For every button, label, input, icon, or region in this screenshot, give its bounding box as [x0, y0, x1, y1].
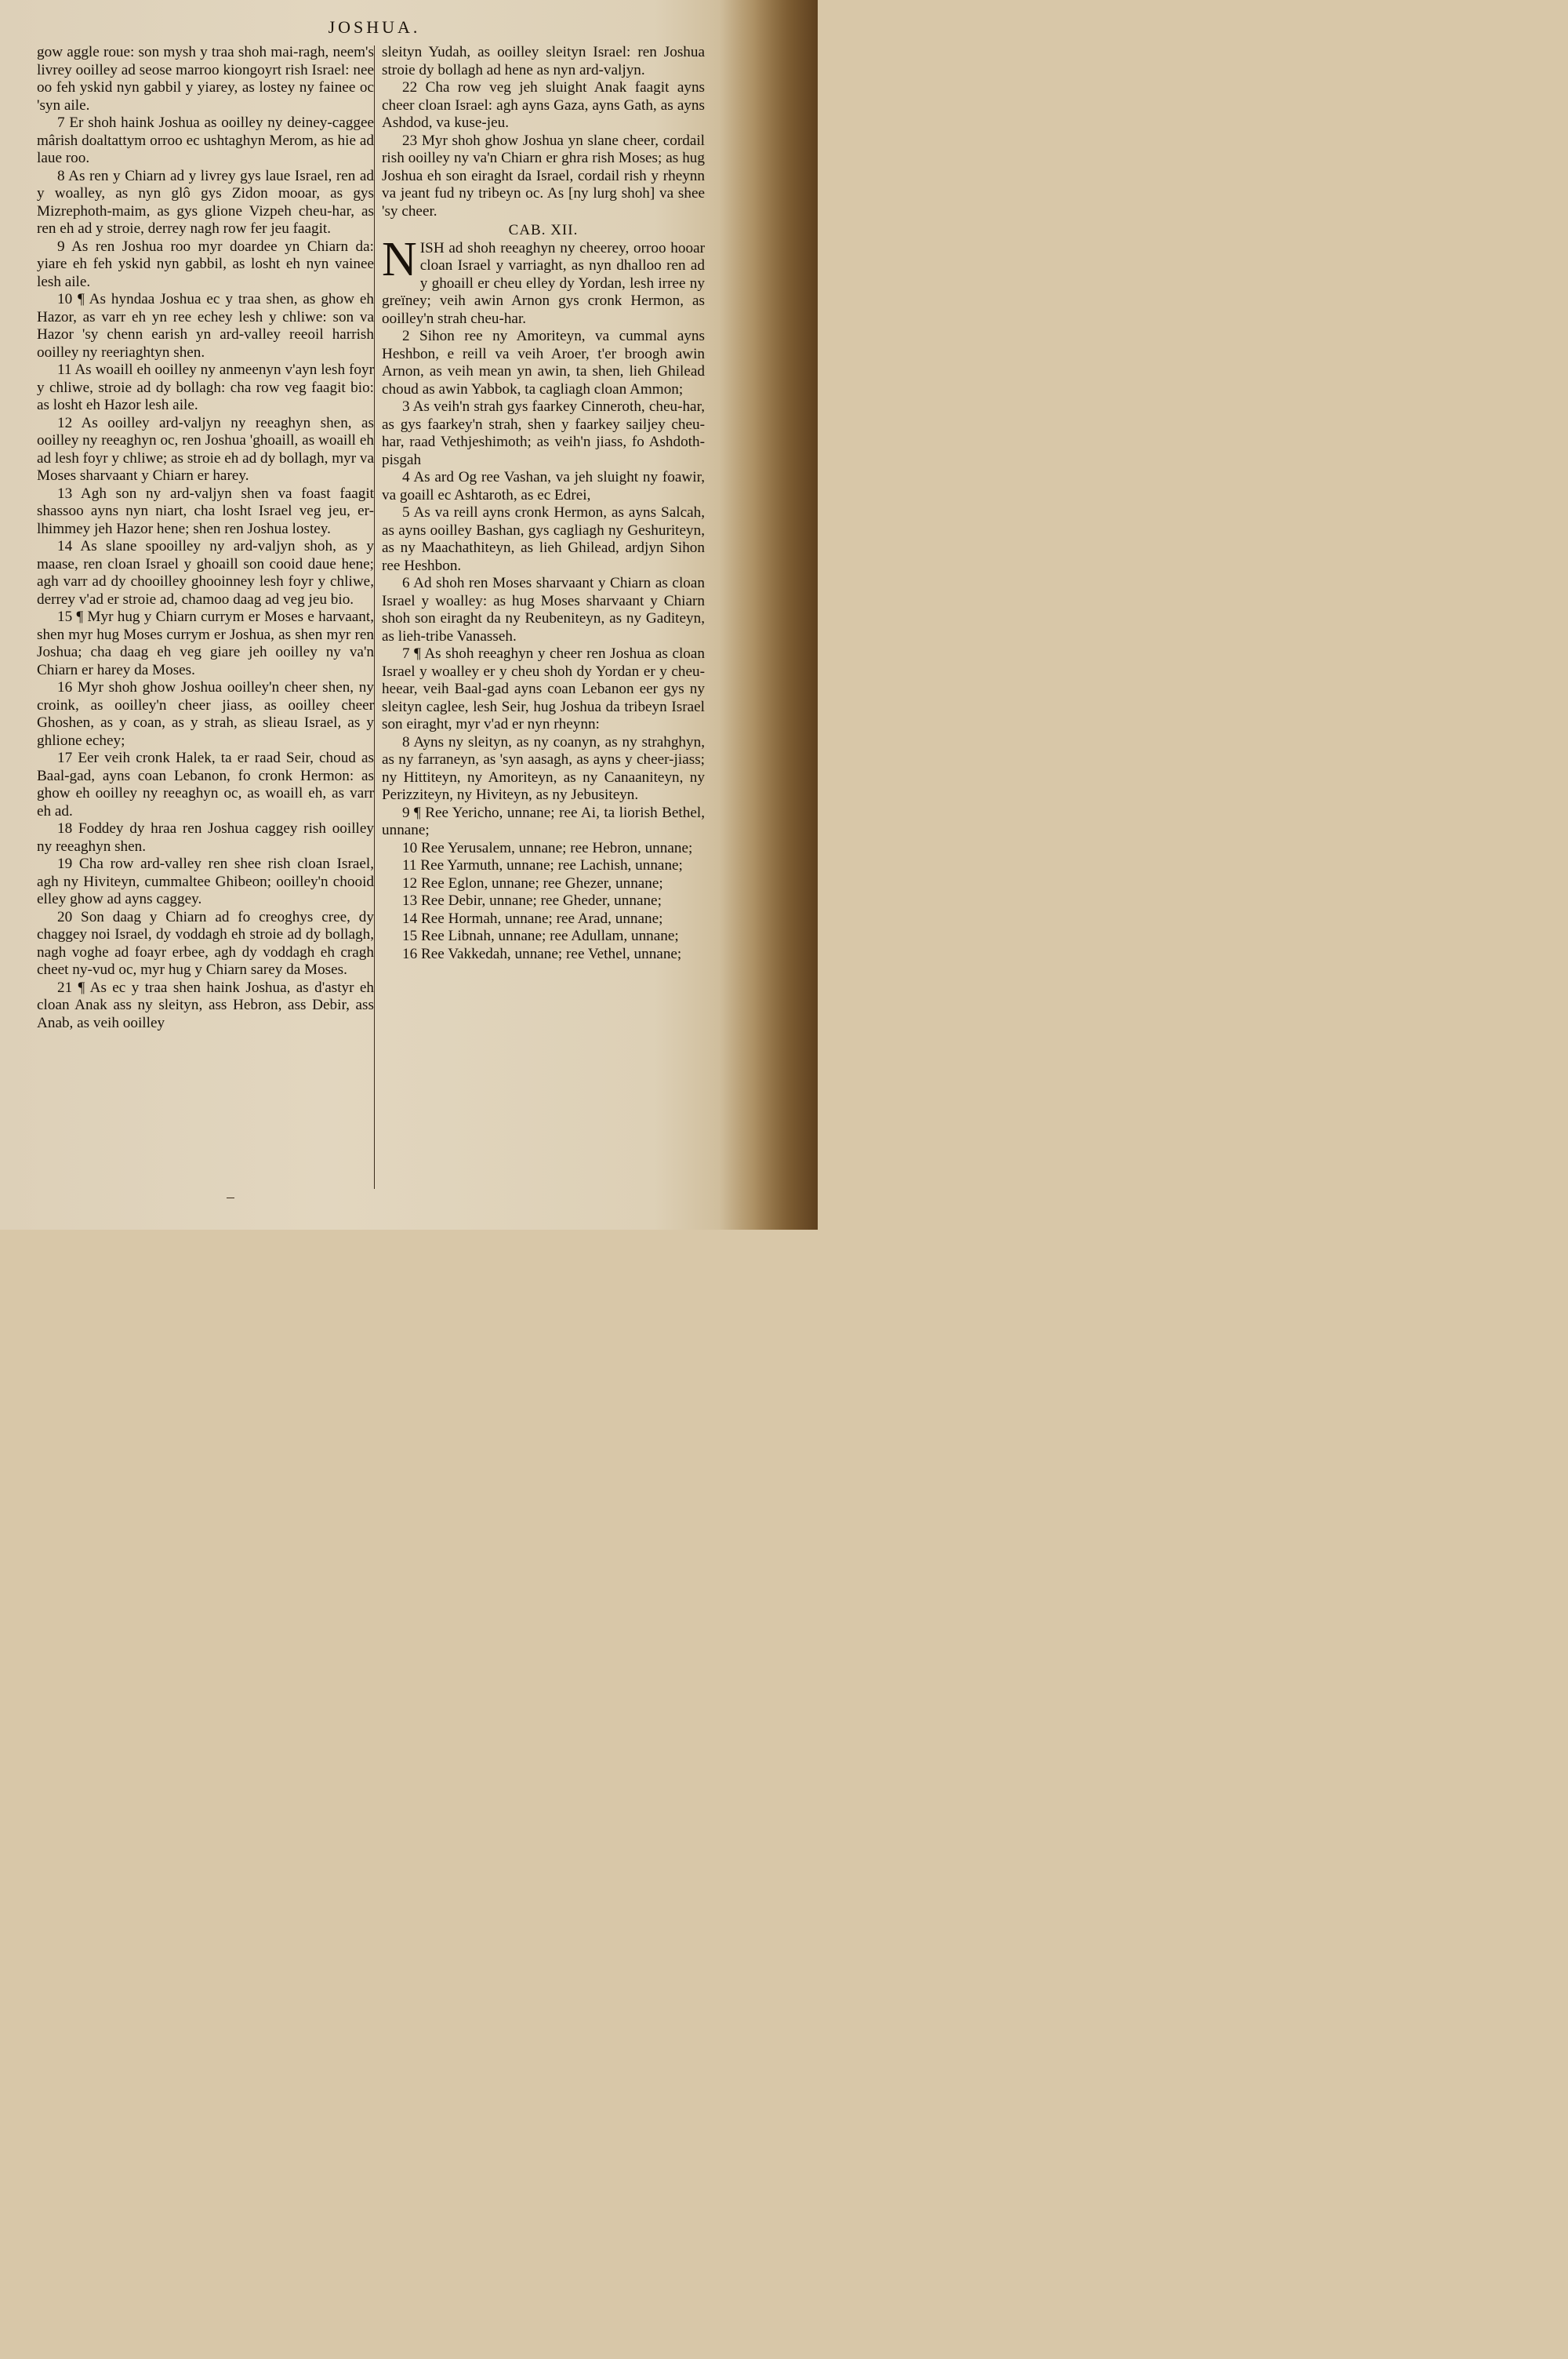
verse-paragraph: 18 Foddey dy hraa ren Joshua caggey rish ooilley ny reeaghyn shen.	[37, 820, 374, 855]
verse-paragraph: 16 Ree Vakkedah, unnane; ree Vethel, unnane;	[402, 945, 682, 962]
running-header: JOSHUA.	[328, 17, 421, 37]
verse-paragraph: 23 Myr shoh ghow Joshua yn slane cheer, cordail rish ooilley ny va'n Chiarn er ghra rish Moses; as hug Joshua eh son eiraght da Israel, cordail rish y rheynn va jeant fud ny tribeyn oc. As [ny lurg shoh] va shee 'sy cheer.	[382, 132, 705, 220]
verse-paragraph: 7 ¶ As shoh reeaghyn y cheer ren Joshua as cloan Israel y woalley er y cheu shoh dy Yordan er y cheu-heear, veih Baal-gad ayns coan Lebanon eer gys ny sleityn caglee, lesh Seir, hug Joshua da tribeyn Israel son eiraght, myr v'ad er nyn rheynn:	[382, 645, 705, 732]
verse-paragraph: 19 Cha row ard-valley ren shee rish cloan Israel, agh ny Hiviteyn, cummaltee Ghibeon; ooilley'n chooid elley ghow ad ayns caggey.	[37, 856, 374, 907]
column-divider	[374, 45, 375, 1189]
verse-paragraph: 22 Cha row veg jeh sluight Anak faagit ayns cheer cloan Israel: agh ayns Gaza, ayns Gath, as ayns Ashdod, va kuse-jeu.	[382, 79, 705, 131]
verse-paragraph: 15 Ree Libnah, unnane; ree Adullam, unnane;	[402, 928, 679, 944]
left-column	[37, 44, 374, 1032]
verse-paragraph: 12 As ooilley ard-valjyn ny reeaghyn shen, as ooilley ny reeaghyn oc, ren Joshua 'ghoaill, as woaill eh ad lesh foyr y chliwe; as stroie eh ad dy bollagh, myr va Moses sharvaant y Chiarn er harey.	[37, 414, 375, 484]
verse-paragraph: 10 ¶ As hyndaa Joshua ec y traa shen, as ghow eh Hazor, as varr eh yn ree echey lesh y chliwe: son va Hazor 'sy chenn earish yn ard-valley reeoil harrish ooilley ny reeriaghtyn shen.	[37, 291, 374, 361]
verse-paragraph: 11 Ree Yarmuth, unnane; ree Lachish, unnane;	[402, 857, 683, 874]
verse-paragraph: 20 Son daag y Chiarn ad fo creoghys cree, dy chaggey noi Israel, dy voddagh eh stroie ad dy bollagh, nagh voghe ad foayr erbee, agh dy voddagh eh cragh cheet ny-vud oc, myr hug y Chiarn sarey da Moses.	[37, 908, 374, 978]
verse-paragraph: 16 Myr shoh ghow Joshua ooilley'n cheer shen, ny croink, as ooilley'n cheer jiass, as ooilley cheer Ghoshen, as y coan, as y strah, as slieau Israel, as y ghlione echey;	[37, 679, 374, 749]
verse-paragraph: ISH ad shoh reeaghyn ny cheerey, orroo hooar cloan Israel y varriaght, as nyn dhalloo ren ad y ghoaill er cheu elley dy Yordan, lesh irree ny greïney; veih awin Arnon gys cronk Hermon, as ooilley'n strah cheu-har.	[382, 239, 705, 327]
verse-paragraph: 9 As ren Joshua roo myr doardee yn Chiarn da: yiare eh feh yskid nyn gabbil, as losht eh nyn vainee lesh aile.	[37, 238, 374, 290]
verse-paragraph: 8 Ayns ny sleityn, as ny coanyn, as ny strahghyn, as ny farraneyn, as 'syn aasagh, as ayns y cheer-jiass; ny Hittiteyn, ny Amoriteyn, as ny Canaaniteyn, ny Perizziteyn, ny Hiviteyn, as ny Jebusiteyn.	[382, 733, 705, 803]
bible-page	[0, 0, 818, 1230]
facing-page-blurred-text	[729, 0, 818, 1236]
verse-paragraph: 5 As va reill ayns cronk Hermon, as ayns Salcah, as ayns ooilley Bashan, gys cagliagh ny Geshuriteyn, as ny Maachathiteyn, as lieh Ghilead, ardjyn Sihon ree Heshbon.	[382, 504, 705, 574]
drop-cap-letter: N	[382, 232, 417, 286]
right-column	[382, 44, 705, 963]
chapter-heading: CAB. XII.	[508, 222, 579, 238]
verse-paragraph: 12 Ree Eglon, unnane; ree Ghezer, unnane;	[402, 874, 663, 892]
verse-paragraph: 14 As slane spooilley ny ard-valjyn shoh, as y maase, ren cloan Israel y ghoaill son cooid daue hene; agh varr ad dy chooilley ghooinney lesh foyr y chliwe, derrey v'ad er stroie ad, chamoo daag ad veg jeu bio.	[37, 538, 374, 608]
verse-paragraph: 13 Agh son ny ard-valjyn shen va foast faagit shassoo ayns nyn niart, cha losht Israel veg jeu, er-lhimmey jeh Hazor hene; shen ren Joshua lostey.	[37, 485, 374, 537]
verse-paragraph: 13 Ree Debir, unnane; ree Gheder, unnane;	[402, 892, 662, 909]
verse-paragraph: 10 Ree Yerusalem, unnane; ree Hebron, unnane;	[402, 839, 693, 856]
verse-paragraph: 2 Sihon ree ny Amoriteyn, va cummal ayns Heshbon, e reill va veih Aroer, t'er broogh awin Arnon, as veih mean yn awin, ta shen, lieh Ghilead choud as awin Yabbok, ta cagliagh cloan Ammon;	[382, 328, 705, 398]
verse-paragraph: 17 Eer veih cronk Halek, ta er raad Seir, choud as Baal-gad, ayns coan Lebanon, fo cronk Hermon: as ghow eh ooilley ny reeaghyn oc, as woaill eh, as varr eh ad.	[37, 750, 374, 820]
verse-paragraph: 4 As ard Og ree Vashan, va jeh sluight ny foawir, va goaill ec Ashtaroth, as ec Edrei,	[382, 469, 705, 503]
chapter-opening	[382, 232, 705, 329]
verse-paragraph: 7 Er shoh haink Joshua as ooilley ny deiney-caggee mârish doaltattym orroo ec ushtaghyn Merom, as hie ad laue roo.	[37, 114, 374, 166]
verse-paragraph: 14 Ree Hormah, unnane; ree Arad, unnane;	[402, 910, 663, 927]
verse-paragraph: 8 As ren y Chiarn ad y livrey gys laue Israel, ren ad y woalley, as nyn glô gys Zidon mooar, as gys Mizrephoth-maim, as gys glione Vizpeh cheu-har, as ren eh ad y stroie, derrey nagh row fer jeu faagit.	[37, 167, 374, 237]
verse-paragraph: 15 ¶ Myr hug y Chiarn currym er Moses e harvaant, shen myr hug Moses currym er Joshua, as shen myr ren Joshua; cha daag eh veg giare jeh ooilley ny va'n Chiarn er harey da Moses.	[37, 609, 374, 678]
verse-paragraph: 21 ¶ As ec y traa shen haink Joshua, as d'astyr eh cloan Anak ass ny sleityn, ass Hebron, ass Debir, ass Anab, as veih ooilley	[37, 979, 374, 1031]
verse-paragraph: gow aggle roue: son mysh y traa shoh mai-ragh, neem's livrey ooilley ad seose marroo kiongoyrt rish Israel: nee oo feh yskid nyn gabbil y yiarey, as lostey ny fainee oc 'syn aile.	[37, 44, 374, 114]
verse-paragraph: 3 As veih'n strah gys faarkey Cinneroth, cheu-har, as gys faarkey'n strah, shen y faarkey sailjey cheu-har, raad Vethjeshimoth; as veih'n jiass, fo Ashdoth-pisgah	[382, 398, 705, 468]
verse-paragraph: 9 ¶ Ree Yericho, unnane; ree Ai, ta liorish Bethel, unnane;	[382, 804, 705, 838]
verse-paragraph: 11 As woaill eh ooilley ny anmeenyn v'ayn lesh foyr y chliwe, stroie ad dy bollagh: cha row veg faagit bio: as losht eh Hazor lesh aile.	[37, 362, 374, 413]
verse-paragraph: 6 Ad shoh ren Moses sharvaant y Chiarn as cloan Israel y woalley: as hug Moses sharvaant y Chiarn shoh son eiraght da ny Reubeniteyn, as ny Gaditeyn, as lieh-tribe Vanasseh.	[382, 575, 705, 645]
verse-paragraph: sleityn Yudah, as ooilley sleityn Israel: ren Joshua stroie dy bollagh ad hene as nyn ard-valjyn.	[382, 44, 705, 78]
